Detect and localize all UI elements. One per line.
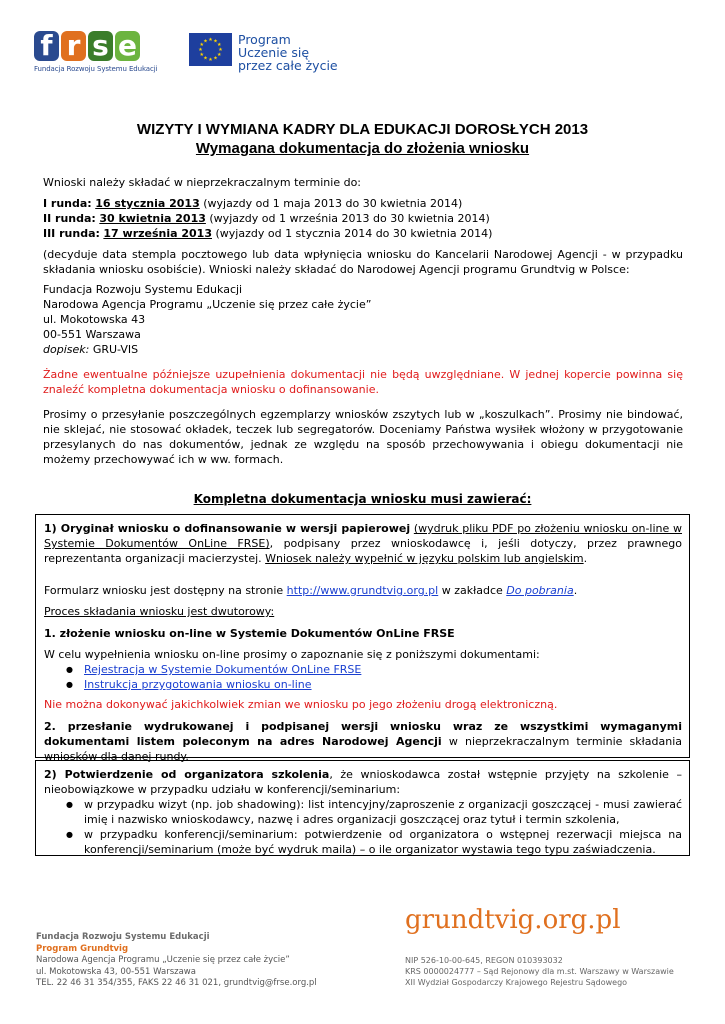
box1-form-text: Formularz wniosku jest dostępny na stronie	[44, 584, 287, 597]
list-item	[64, 677, 664, 692]
eu-program-line: przez całe życie	[238, 58, 338, 73]
round-label: III runda:	[43, 227, 100, 240]
eu-program-logo	[189, 33, 339, 73]
frse-subtitle: Fundacja Rozwoju Systemu Edukacji	[34, 65, 158, 73]
grundtvig-link[interactable]: http://www.grundtvig.org.pl	[286, 584, 439, 597]
frse-letters	[34, 31, 146, 63]
address-line: 00-551 Warszawa	[43, 328, 141, 341]
footer-program: Program Grundtvig	[36, 943, 129, 954]
address-dopisek	[43, 342, 138, 357]
box1-form-text: w zakładce	[438, 584, 507, 597]
frse-letter: e	[115, 31, 140, 61]
list-item: ● w przypadku konferencji/seminarium: potwierdzenie od organizatora o wstępnej rezerwacji miejsca na konferencji/seminarium (może być wydruk maila) – o ile organizator wystawia tego typu zaświadczenia.	[64, 827, 682, 857]
registration-link[interactable]: Rejestracja w Systemie Dokumentów OnLine FRSE	[84, 663, 362, 676]
footer-site: grundtvig.org.pl	[405, 905, 621, 935]
eu-program-text	[238, 33, 338, 72]
instruction-link[interactable]: Instrukcja przygotowania wniosku on-line	[84, 678, 312, 691]
list-item	[64, 662, 664, 677]
deadline-intro: Wnioski należy składać w nieprzekraczalnym terminie do:	[43, 176, 362, 189]
footer-address	[36, 932, 317, 990]
dopisek-value: GRU-VIS	[92, 343, 139, 356]
no-changes-warning: Nie można dokonywać jakichkolwiek zmian we wniosku po jego złożeniu drogą elektroniczną.	[44, 698, 558, 711]
round-label: I runda:	[43, 197, 92, 210]
confirmation-list	[64, 797, 682, 857]
footer-street: ul. Mokotowska 43, 00-551 Warszawa	[36, 966, 196, 977]
page-subtitle: Wymagana dokumentacja do złożenia wniosku	[195, 140, 530, 157]
address-line: Fundacja Rozwoju Systemu Edukacji	[43, 283, 243, 296]
box1-text-end: .	[583, 552, 588, 565]
page-title: WIZYTY I WYMIANA KADRY DLA EDUKACJI DOROSŁYCH 2013	[136, 121, 589, 138]
round-note: (wyjazdy od 1 maja 2013 do 30 kwietnia 2014)	[203, 197, 463, 210]
document-links-list	[64, 662, 664, 692]
footer-agency: Narodowa Agencja Programu „Uczenie się przez całe życie”	[36, 955, 290, 965]
eu-program-line: Uczenie się	[238, 45, 310, 60]
round-note: (wyjazdy od 1 września 2013 do 30 kwietnia 2014)	[209, 212, 490, 225]
svg-text:★: ★	[198, 47, 203, 53]
box2-paragraph	[44, 767, 682, 797]
downloads-link[interactable]: Do pobrania	[506, 584, 574, 597]
round-label: II runda:	[43, 212, 96, 225]
round-date: 17 września 2013	[103, 227, 212, 240]
svg-text:★: ★	[199, 42, 205, 48]
step-2-heading: 2. przesłanie wydrukowanej i podpisanej wersji wniosku wraz ze wszystkimi wymaganymi dokumentami listem poleconym na adres Narodowej Agencji	[44, 720, 682, 748]
step-2-paragraph	[44, 719, 682, 764]
round-note: (wyjazdy od 1 stycznia 2014 do 30 kwietnia 2014)	[215, 227, 493, 240]
svg-text:★: ★	[216, 42, 222, 48]
requirement-box-2	[35, 760, 690, 856]
footer-contact: TEL. 22 46 31 354/355, FAKS 22 46 31 021, grundtvig@frse.org.pl	[36, 978, 317, 988]
section-title: Kompletna dokumentacja wniosku musi zawierać:	[193, 492, 532, 506]
svg-text:★: ★	[199, 52, 205, 58]
svg-text:★: ★	[213, 55, 218, 62]
round-1	[43, 196, 462, 211]
round-2	[43, 211, 490, 226]
eu-flag-icon	[189, 33, 232, 66]
round-date: 30 kwietnia 2013	[99, 212, 206, 225]
footer-krs: KRS 0000024777 – Sąd Rejonowy dla m.st. Warszawy w Warszawie	[405, 967, 674, 976]
dopisek-label: dopisek:	[43, 343, 90, 356]
footer-nip: NIP 526-10-00-645, REGON 010393032	[405, 956, 563, 965]
box1-language-note: Wniosek należy wypełnić w języku polskim lub angielskim	[265, 552, 584, 565]
box2-heading: 2) Potwierdzenie od organizatora szkolenia	[44, 768, 330, 781]
box1-text: , podpisany przez wnioskodawcę i, jeśli dotyczy, przez prawnego reprezentanta organizacji macierzystej.	[44, 537, 682, 565]
requirement-box-1	[35, 514, 690, 763]
box1-form-line	[44, 583, 682, 598]
round-date: 16 stycznia 2013	[95, 197, 200, 210]
step-1-heading: 1. złożenie wniosku on-line w Systemie Dokumentów OnLine FRSE	[44, 627, 455, 640]
process-heading: Proces składania wniosku jest dwutorowy:	[44, 605, 275, 618]
step-2-text: w nieprzekraczalnym terminie składania wniosków dla danej rundy.	[44, 735, 682, 763]
svg-text:★: ★	[203, 55, 208, 62]
svg-text:★: ★	[216, 52, 222, 58]
round-3	[43, 226, 492, 241]
box1-pdf-note: (wydruk pliku PDF po złożeniu wniosku on-line w Systemie Dokumentów OnLine FRSE)	[44, 522, 683, 550]
warning-text: Żadne ewentualne późniejsze uzupełnienia dokumentacji nie będą uwzględniane. W jednej kopercie powinna się znaleźć kompletna dokumentacja wniosku o dofinansowanie.	[43, 368, 683, 396]
eu-program-line: Program	[238, 32, 291, 47]
footer-registry	[405, 955, 674, 988]
box1-heading: 1) Oryginał wniosku o dofinansowanie w wersji papierowej	[44, 522, 411, 535]
footer-org: Fundacja Rozwoju Systemu Edukacji	[36, 932, 210, 942]
frse-letter: s	[88, 31, 113, 61]
frse-logo	[34, 29, 158, 77]
svg-text:★: ★	[213, 38, 218, 45]
list-item: ● w przypadku wizyt (np. job shadowing): list intencyjny/zaproszenie z organizacji goszczącej - musi zawierać imię i nazwisko wnioskodawcy, nazwę i adres organizacji goszczącej oraz tytuł i termin szkolenia,	[64, 797, 682, 827]
frse-letter: f	[34, 31, 59, 61]
svg-text:★: ★	[203, 38, 208, 45]
decision-note: (decyduje data stempla pocztowego lub data wpłynięcia wniosku do Kancelarii Narodowej Agencji - w przypadku składania wniosku osobiście). Wnioski należy składać do Narodowej Agencji programu Grundtvig w Polsce:	[43, 248, 683, 276]
box2-text: , że wnioskodawca został wstępnie przyjęty na szkolenie – nieobowiązkowe w przypadku udziału w konferencji/seminarium:	[44, 768, 682, 796]
address-line: Narodowa Agencja Programu „Uczenie się przez całe życie”	[43, 298, 372, 311]
step-1-intro: W celu wypełnienia wniosku on-line prosimy o zapoznanie się z poniższymi dokumentami:	[44, 648, 540, 661]
svg-text:★: ★	[208, 37, 213, 43]
svg-text:★: ★	[208, 57, 213, 63]
frse-letter: r	[61, 31, 86, 61]
svg-text:★: ★	[218, 47, 223, 53]
request-text: Prosimy o przesyłanie poszczególnych egzemplarzy wniosków zszytych lub w „koszulkach”. Prosimy nie bindować, nie sklejać, nie stosować okładek, teczek lub segregatorów. Doceniamy Państwa wysiłek włożony w przygotowanie przesylanych do nas dokumentów, jednak ze względu na sposób przechowywania i obiegu dokumentacji nie możemy przechowywać ich w ww. formach.	[43, 408, 683, 466]
box1-form-text-end: .	[573, 584, 578, 597]
footer-krs2: XII Wydział Gospodarczy Krajowego Rejestru Sądowego	[405, 978, 628, 987]
box1-paragraph	[44, 521, 682, 566]
address-line: ul. Mokotowska 43	[43, 313, 146, 326]
